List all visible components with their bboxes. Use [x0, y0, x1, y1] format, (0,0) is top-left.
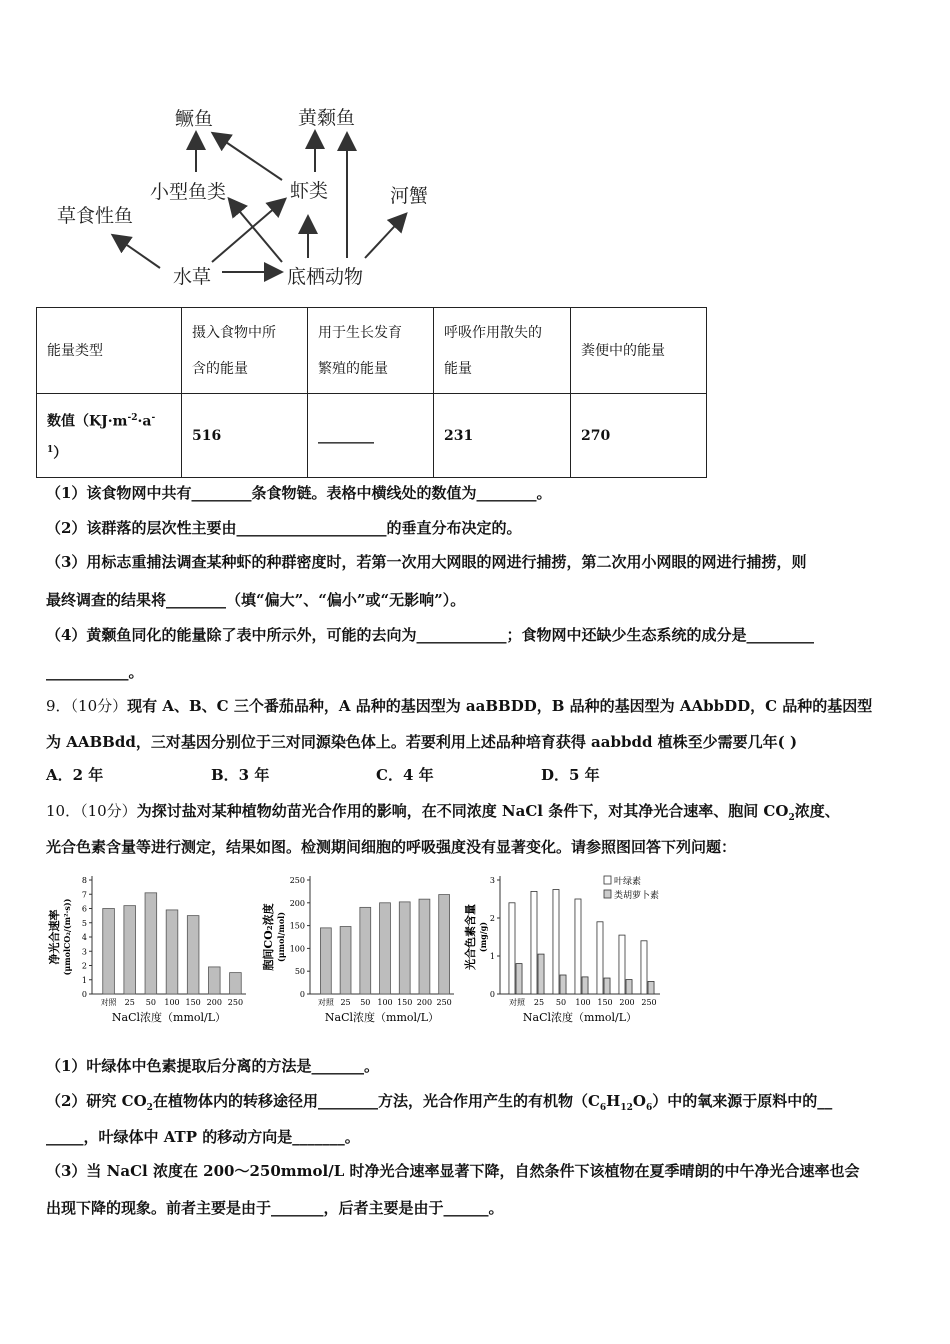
bar	[208, 967, 220, 994]
header-cell: 呼吸作用散失的 能量	[434, 308, 571, 394]
x-tick-label: 100	[575, 998, 591, 1007]
x-tick-label: 25	[124, 998, 135, 1007]
q10-sub2-line2: _____，叶绿体中 ATP 的移动方向是_______。	[46, 1128, 360, 1146]
y-tick-label: 0	[81, 990, 87, 999]
q10-line1: 10．（10分）为探讨盐对某种植物幼苗光合作用的影响，在不同浓度 NaCl 条件下，对其净光合速率、胞间 $CO_2$浓度、	[46, 802, 840, 823]
bar-carotenoid	[582, 977, 588, 994]
y-tick-label: 5	[81, 918, 87, 928]
bar	[380, 903, 391, 994]
q8-sub2: （2）该群落的层次性主要由____________________的垂直分布决定的。	[46, 519, 522, 537]
y-tick-label: 7	[81, 890, 87, 900]
y-tick-label: 2	[489, 914, 495, 923]
x-tick-label: 250	[436, 998, 452, 1007]
energy-table	[36, 307, 707, 478]
bar	[187, 916, 199, 994]
bar	[103, 909, 115, 995]
q9-line1: 9．（10分）现有 A、B、C 三个番茄品种，A 品种的基因型为 aaBBDD，B 品种的基因型为 AAbbDD，C 品种的基因型	[46, 697, 873, 715]
header-cell: 粪便中的能量	[571, 308, 707, 394]
x-tick-label: 250	[227, 998, 244, 1007]
y-axis-unit: (μmol/mol)	[276, 911, 286, 963]
y-tick-label: 1	[489, 952, 495, 961]
y-tick-label: 6	[81, 904, 87, 914]
node-small-fish: 小型鱼类	[150, 181, 227, 203]
y-tick-label: 0	[489, 990, 495, 999]
x-tick-label: 100	[377, 998, 393, 1007]
y-tick-label: 100	[289, 944, 305, 954]
bar	[360, 907, 371, 994]
bar-chlorophyll	[575, 899, 581, 994]
q8-sub3-line2: 最终调查的结果将________（填“偏大”、“偏小”或“无影响”）。	[46, 591, 466, 609]
x-tick-label: 25	[533, 998, 545, 1007]
bar-chlorophyll	[619, 935, 625, 994]
node-benthic: 底栖动物	[287, 266, 364, 288]
y-tick-label: 3	[489, 876, 495, 885]
q9-line2: 为 AABBdd，三对基因分别位于三对同源染色体上。若要利用上述品种培育获得 aabbdd 植株至少需要几年( )	[46, 733, 798, 751]
x-tick-label: 50	[360, 998, 371, 1007]
value-cell: 516	[182, 394, 308, 478]
arrow-waterplant-to-herbivorefish	[114, 236, 160, 268]
q8-sub1: （1）该食物网中共有________条食物链。表格中横线处的数值为________。	[46, 484, 552, 502]
y-tick-label: 4	[81, 933, 87, 942]
x-tick-label: 200	[619, 998, 635, 1007]
y-axis-title: 光合色素含量	[464, 904, 477, 970]
y-axis-unit: (mg/g)	[478, 921, 488, 953]
bar	[399, 902, 410, 994]
node-crab: 河蟹	[390, 185, 429, 207]
y-tick-label: 8	[81, 876, 87, 885]
node-shrimp: 虾类	[290, 180, 329, 202]
q8-sub3-line1: （3）用标志重捕法调查某种虾的种群密度时，若第一次用大网眼的网进行捕捞，第二次用小网眼的网进行捕捞，则	[46, 553, 807, 571]
y-axis-unit: (μmolCO₂/(m²·s))	[62, 898, 72, 976]
q10-sub2-line1: （2）研究 $CO_2$在植物体内的转移途径用________方法，光合作用产生的有机物$(C_6H_{12}O_6)$中的氧来源于原料中的__	[46, 1092, 833, 1113]
chart-net-photosynthesis	[44, 872, 254, 1030]
x-tick-label: 250	[641, 998, 657, 1007]
q10-line2: 光合色素含量等进行测定，结果如图。检测期间细胞的呼吸强度没有显著变化。请参照图回答下列问题：	[46, 838, 737, 856]
x-tick-label: 对照	[509, 998, 525, 1007]
q9-option-d[interactable]: D．5 年	[541, 766, 600, 784]
bar	[145, 893, 157, 994]
header-cell: 摄入食物中所 含的能量	[182, 308, 308, 394]
bar	[166, 910, 178, 994]
x-tick-label: 对照	[317, 998, 334, 1007]
q10-sub3-line2: 出现下降的现象。前者主要是由于_______，后者主要是由于______。	[46, 1199, 504, 1217]
arrow-benthic-to-crab	[365, 215, 405, 258]
arrow-shrimp-to-reedfish	[214, 134, 282, 180]
q9-option-c[interactable]: C．4 年	[376, 766, 434, 784]
node-herbivore-fish: 草食性鱼	[57, 205, 134, 227]
y-tick-label: 0	[299, 990, 305, 999]
node-yellow-catfish: 黄颡鱼	[298, 107, 356, 129]
x-tick-label: 150	[397, 998, 413, 1007]
bar-carotenoid	[604, 978, 610, 994]
bar-carotenoid	[626, 980, 632, 994]
bar-chlorophyll	[531, 891, 537, 994]
bar-carotenoid	[538, 954, 544, 994]
legend-swatch	[604, 876, 611, 884]
y-axis-title: 胞间CO₂浓度	[262, 903, 275, 971]
q10-sub3-line1: （3）当 NaCl 浓度在 200～250mmol/L 时净光合速率显著下降，自然条件下该植物在夏季晴朗的中午净光合速率也会	[46, 1162, 860, 1180]
value-cell: ________	[308, 394, 434, 478]
bar-carotenoid	[648, 981, 654, 994]
x-tick-label: 50	[555, 998, 567, 1007]
legend-swatch	[604, 890, 611, 898]
chart-pigment-content	[460, 872, 680, 1030]
bar-chlorophyll	[641, 941, 647, 994]
bar	[439, 895, 450, 994]
bar	[124, 906, 136, 994]
chart-intercellular-co2	[258, 872, 458, 1030]
y-tick-label: 150	[289, 921, 305, 931]
q8-sub4-line2: ___________。	[46, 663, 144, 681]
x-tick-label: 对照	[100, 998, 117, 1007]
x-tick-label: 25	[340, 998, 351, 1007]
y-tick-label: 1	[81, 975, 87, 985]
bar	[419, 899, 430, 994]
header-cell: 能量类型	[37, 308, 182, 394]
q9-option-a[interactable]: A．2 年	[46, 766, 104, 784]
row-label-cell: 数值（$KJ\cdot m^{-2}\cdot a^-$ $^1$）	[37, 394, 182, 478]
bar	[320, 928, 331, 994]
value-cell: 270	[571, 394, 707, 478]
x-axis-title: NaCl浓度（mmol/L）	[111, 1011, 227, 1024]
node-water-plant: 水草	[173, 266, 212, 288]
bar-chlorophyll	[553, 890, 559, 995]
x-tick-label: 150	[185, 998, 201, 1007]
value-cell: 231	[434, 394, 571, 478]
bar	[340, 927, 351, 994]
node-reed-fish: 鳜鱼	[175, 108, 214, 130]
legend-label: 类胡萝卜素	[614, 891, 660, 901]
x-tick-label: 150	[597, 998, 613, 1007]
food-web-arrows	[0, 0, 520, 300]
y-tick-label: 50	[294, 967, 305, 977]
q9-option-b[interactable]: B．3 年	[211, 766, 270, 784]
q10-sub1: （1）叶绿体中色素提取后分离的方法是_______。	[46, 1057, 379, 1075]
x-tick-label: 200	[206, 998, 222, 1007]
bar	[230, 973, 242, 994]
x-axis-title: NaCl浓度（mmol/L）	[522, 1011, 638, 1024]
x-tick-label: 200	[416, 998, 433, 1007]
q10-number: 10．（10分）	[46, 802, 137, 820]
x-tick-label: 100	[164, 998, 180, 1007]
y-axis-title: 净光合速率	[48, 909, 61, 965]
q9-number: 9．（10分）	[46, 697, 128, 715]
bar-carotenoid	[560, 975, 566, 994]
y-tick-label: 3	[81, 947, 87, 957]
q8-sub4-line1: （4）黄颡鱼同化的能量除了表中所示外，可能的去向为____________；食物网中还缺少生态系统的成分是_________	[46, 626, 814, 644]
bar-carotenoid	[516, 964, 522, 994]
table-row	[37, 394, 707, 478]
legend-label: 叶绿素	[614, 877, 642, 887]
header-cell: 用于生长发育 繁殖的能量	[308, 308, 434, 394]
y-tick-label: 2	[81, 961, 87, 971]
y-tick-label: 200	[289, 898, 305, 908]
bar-chlorophyll	[597, 922, 603, 994]
y-tick-label: 250	[289, 876, 305, 885]
x-axis-title: NaCl浓度（mmol/L）	[324, 1011, 440, 1024]
x-tick-label: 50	[145, 998, 156, 1007]
bar-chlorophyll	[509, 903, 515, 994]
table-header-row	[37, 308, 707, 394]
